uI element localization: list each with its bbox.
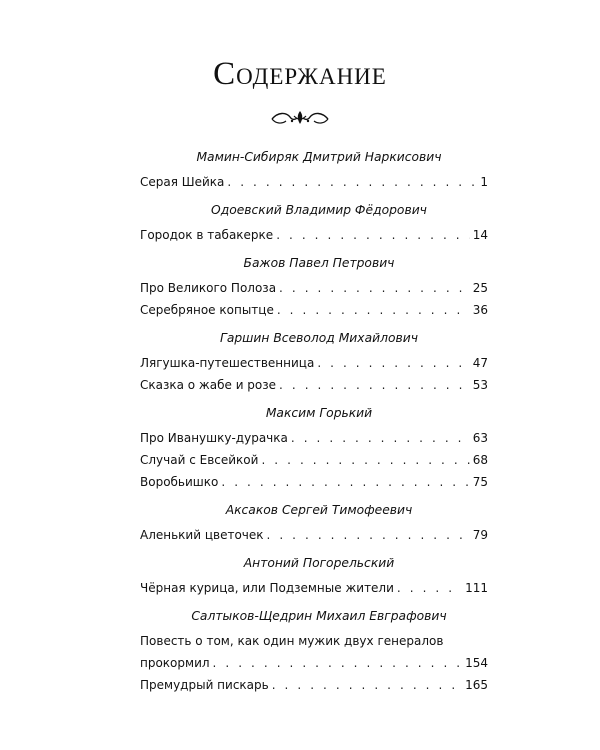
author-heading: Одоевский Владимир Фёдорович xyxy=(211,203,427,217)
toc-entry-title: Воробьишко xyxy=(140,475,219,489)
toc-entry-page-number: 165 xyxy=(465,678,488,692)
dot-leader xyxy=(213,652,463,674)
toc-entry[interactable] xyxy=(140,299,488,321)
toc-entry-title: Про Великого Полоза xyxy=(140,281,277,295)
toc-entry[interactable] xyxy=(140,674,488,696)
dot-leader xyxy=(272,674,462,696)
toc-entry[interactable] xyxy=(140,171,488,193)
toc-entry-page-number: 25 xyxy=(472,281,488,295)
table-of-contents xyxy=(140,146,488,696)
toc-entry[interactable] xyxy=(140,277,488,299)
toc-entry[interactable] xyxy=(140,652,488,674)
author-heading: Гаршин Всеволод Михайлович xyxy=(219,331,418,345)
dot-leader xyxy=(397,577,462,599)
dot-leader xyxy=(276,224,470,246)
toc-entry-title: Про Иванушку-дурачка xyxy=(140,431,288,445)
toc-entry-title: Городок в табакерке xyxy=(140,228,274,242)
toc-entry-title: Серебряное копытце xyxy=(140,303,274,317)
toc-entry[interactable] xyxy=(140,471,488,493)
toc-entry-page-number: 111 xyxy=(465,581,488,595)
toc-entry[interactable] xyxy=(140,449,488,471)
toc-entry-title: Сказка о жабе и розе xyxy=(140,378,277,392)
toc-entry-page-number: 79 xyxy=(472,528,488,542)
page-title: Содержание xyxy=(213,56,387,92)
toc-entry[interactable] xyxy=(140,524,488,546)
toc-entry-page-number: 63 xyxy=(472,431,488,445)
toc-entry-page-number: 53 xyxy=(472,378,488,392)
dot-leader xyxy=(221,471,469,493)
dot-leader xyxy=(267,524,470,546)
toc-entry-title: Премудрый пискарь xyxy=(140,678,269,692)
dot-leader xyxy=(291,427,470,449)
toc-entry-page-number: 14 xyxy=(472,228,488,242)
toc-entry[interactable] xyxy=(140,374,488,396)
toc-entry[interactable] xyxy=(140,224,488,246)
toc-entry-title: прокормил xyxy=(140,656,210,670)
author-heading: Аксаков Сергей Тимофеевич xyxy=(225,503,413,517)
toc-entry[interactable] xyxy=(140,577,488,599)
toc-entry-title: Серая Шейка xyxy=(140,175,225,189)
toc-entry-title: Чёрная курица, или Подземные жители xyxy=(140,581,394,595)
author-heading: Мамин-Сибиряк Дмитрий Наркисович xyxy=(196,150,442,164)
dot-leader xyxy=(317,352,469,374)
toc-entry[interactable] xyxy=(140,427,488,449)
toc-entry-title: Аленький цветочек xyxy=(140,528,264,542)
toc-entry-page-number: 154 xyxy=(465,656,488,670)
author-heading: Максим Горький xyxy=(265,406,373,420)
author-heading: Антоний Погорельский xyxy=(243,556,395,570)
toc-entry-page-number: 68 xyxy=(472,453,488,467)
toc-entry-title-line: Повесть о том, как один мужик двух генералов xyxy=(140,634,444,648)
toc-entry-page-number: 1 xyxy=(480,175,488,189)
dot-leader xyxy=(279,277,470,299)
toc-entry-page-number: 36 xyxy=(472,303,488,317)
ornament-divider-icon xyxy=(270,108,330,128)
toc-entry-page-number: 75 xyxy=(472,475,488,489)
dot-leader xyxy=(277,299,470,321)
author-heading: Салтыков-Щедрин Михаил Евграфович xyxy=(191,609,447,623)
dot-leader xyxy=(279,374,470,396)
dot-leader xyxy=(261,449,469,471)
toc-entry-page-number: 47 xyxy=(472,356,488,370)
author-heading: Бажов Павел Петрович xyxy=(243,256,395,270)
toc-entry-title: Лягушка-путешественница xyxy=(140,356,315,370)
toc-entry[interactable] xyxy=(140,352,488,374)
dot-leader xyxy=(227,171,477,193)
toc-entry-title: Случай с Евсейкой xyxy=(140,453,259,467)
